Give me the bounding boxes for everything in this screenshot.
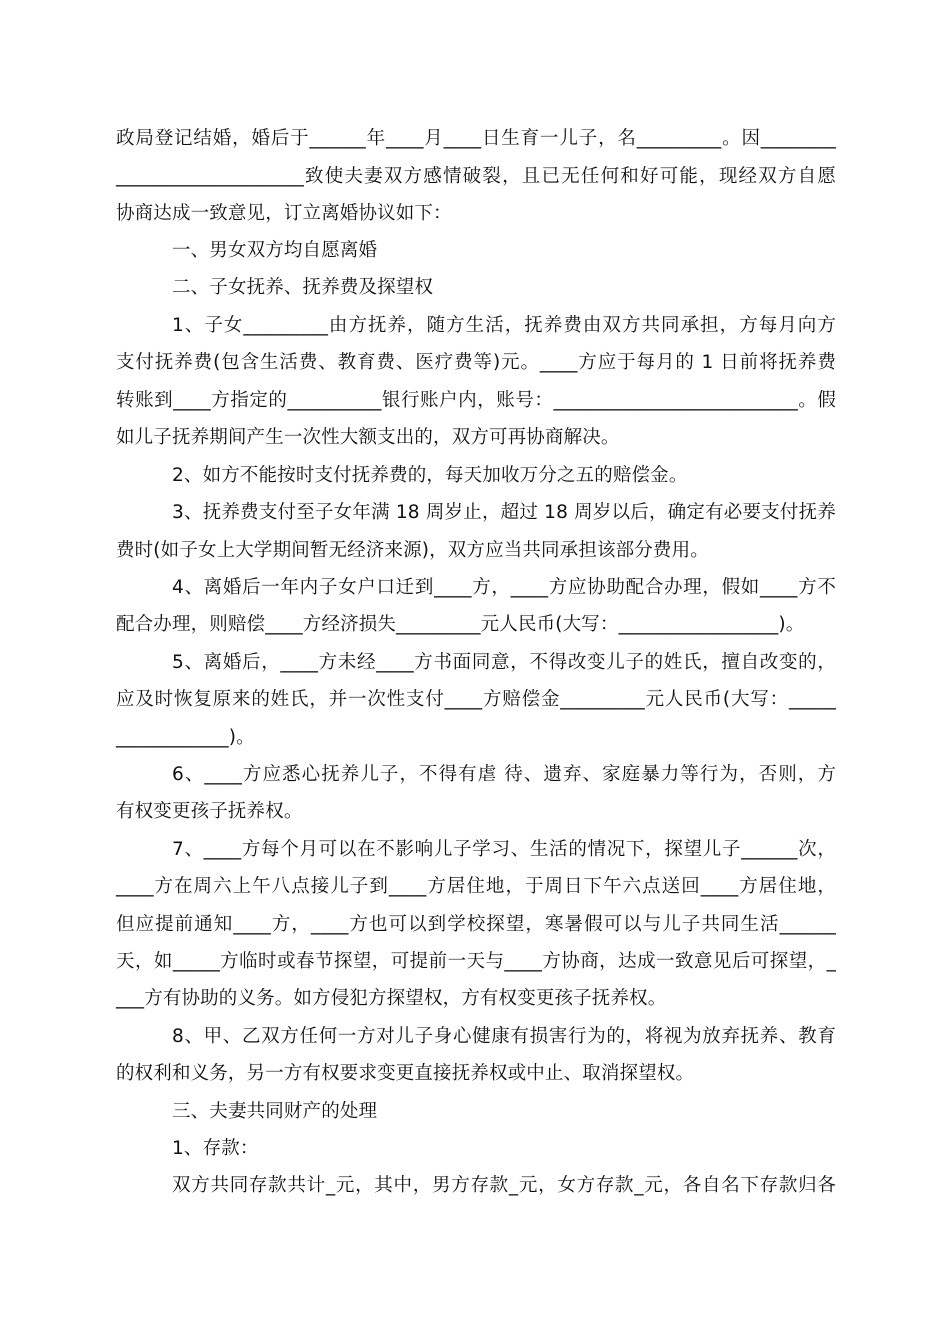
- text-line: 但应提前通知____方，____方也可以到学校探望，寒暑假可以与儿子共同生活______: [116, 914, 836, 935]
- text-line: 7、____方每个月可以在不影响儿子学习、生活的情况下，探望儿子______次，: [172, 839, 836, 860]
- section-heading: 三、夫妻共同财产的处理: [172, 1101, 378, 1122]
- text-line: 4、离婚后一年内子女户口迁到____方，____方应协助配合办理，假如____方不: [172, 577, 836, 598]
- text-line: 有权变更孩子抚养权。: [116, 801, 303, 822]
- text-line: 天，如_____方临时或春节探望，可提前一天与____方协商，达成一致意见后可探望，_: [116, 951, 836, 972]
- text-line: 应及时恢复原来的姓氏，并一次性支付____方赔偿金_________元人民币(大写：_____: [116, 689, 836, 710]
- text-line: ____________)。: [116, 727, 255, 748]
- text-line: 支付抚养费(包含生活费、教育费、医疗费等)元。____方应于每月的 1 日前将抚养费: [116, 352, 836, 373]
- text-line: 3、抚养费支付至子女年满 18 周岁止，超过 18 周岁以后，确定有必要支付抚养: [172, 502, 836, 523]
- text-line: 6、____方应悉心抚养儿子，不得有虐 待、遗弃、家庭暴力等行为，否则，方: [172, 764, 836, 785]
- text-line: 协商达成一致意见，订立离婚协议如下：: [116, 203, 452, 224]
- text-line: 的权利和义务，另一方有权要求变更直接抚养权或中止、取消探望权。: [116, 1063, 695, 1084]
- text-line: 政局登记结婚，婚后于______年____月____日生育一儿子，名_________。因________: [116, 128, 836, 149]
- text-line: 费时(如子女上大学期间暂无经济来源)，双方应当共同承担该部分费用。: [116, 540, 709, 561]
- text-line: 2、如方不能按时支付抚养费的，每天加收万分之五的赔偿金。: [172, 465, 688, 486]
- text-line: ____________________致使夫妻双方感情破裂，且已无任何和好可能，现经双方自愿: [116, 166, 836, 187]
- text-line: 配合办理，则赔偿____方经济损失_________元人民币(大写：_________________)。: [116, 614, 805, 635]
- text-line: 转账到____方指定的__________银行账户内，账号：__________________________。假: [116, 390, 836, 411]
- text-line: 5、离婚后，____方未经____方书面同意，不得改变儿子的姓氏，擅自改变的，: [172, 652, 836, 673]
- text-line: 双方共同存款共计_元，其中，男方存款_元，女方存款_元，各自名下存款归各: [172, 1175, 836, 1196]
- section-heading: 二、子女抚养、抚养费及探望权: [172, 277, 434, 298]
- text-line: 1、存款：: [172, 1138, 259, 1159]
- text-line: 8、甲、乙双方任何一方对儿子身心健康有损害行为的，将视为放弃抚养、教育: [172, 1026, 836, 1047]
- section-heading: 一、男女双方均自愿离婚: [172, 240, 378, 261]
- text-line: ____方在周六上午八点接儿子到____方居住地，于周日下午六点送回____方居住地，: [116, 876, 836, 897]
- text-line: 如儿子抚养期间产生一次性大额支出的，双方可再协商解决。: [116, 427, 620, 448]
- text-line: ___方有协助的义务。如方侵犯方探望权，方有权变更孩子抚养权。: [116, 988, 667, 1009]
- text-line: 1、子女_________由方抚养，随方生活，抚养费由双方共同承担，方每月向方: [172, 315, 836, 336]
